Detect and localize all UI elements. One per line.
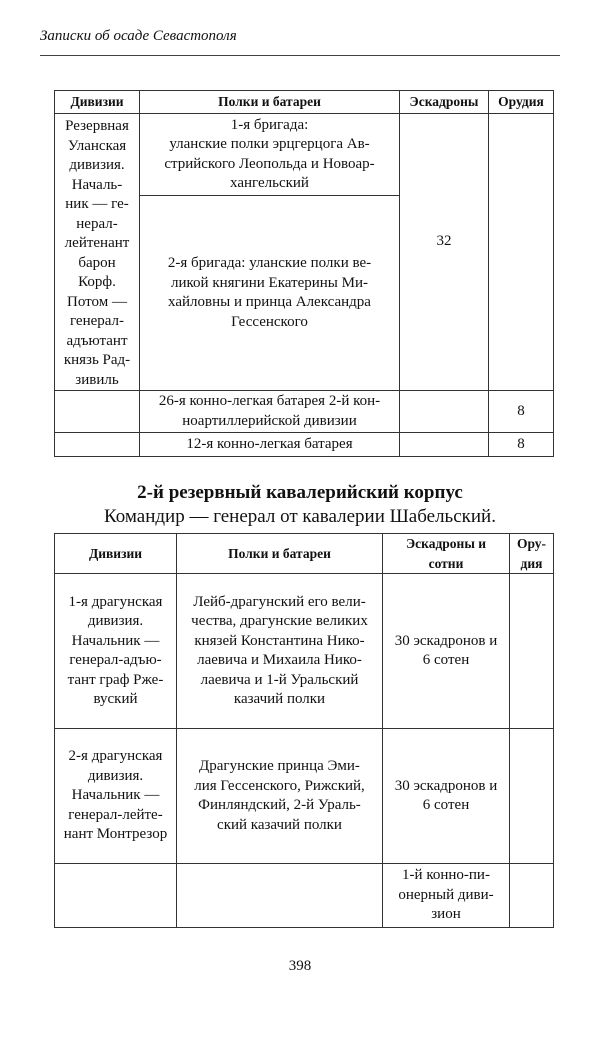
battery-26-guns: 8 xyxy=(489,391,554,433)
division-cell xyxy=(55,574,177,729)
division-line: барон xyxy=(78,254,116,271)
page-number: 398 xyxy=(288,958,312,974)
empty-cell xyxy=(55,391,140,433)
division-cell xyxy=(55,114,140,391)
division-line: Уланская xyxy=(67,137,127,154)
text-line: лия Гессенского, Рижский, xyxy=(194,777,365,794)
division-line: адъютант xyxy=(66,332,128,349)
text-line: хангельский xyxy=(230,175,309,192)
text-line: уланские полки эрцгерцога Ав- xyxy=(169,136,370,153)
text-line: Начальник — xyxy=(71,787,160,804)
text-line: лаевича и Михаила Нико- xyxy=(197,652,362,668)
text-line: чества, драгунские великих xyxy=(191,613,368,629)
text-line: зион xyxy=(431,906,461,923)
table-row xyxy=(55,391,554,433)
text-line: онерный диви- xyxy=(398,886,494,903)
division-line: генерал- xyxy=(69,313,125,329)
text-line: нант Монтрезор xyxy=(63,826,168,843)
text-line: Финляндский, 2-й Ураль- xyxy=(198,797,361,813)
squadrons-cell xyxy=(383,574,510,729)
text-line: Гессенского xyxy=(231,313,308,330)
guns-cell xyxy=(510,729,554,864)
header-line: Эскадроны и xyxy=(405,536,487,551)
text-line: 1-я драгунская xyxy=(68,593,163,610)
table-row xyxy=(55,433,554,457)
text-line: 30 эскадронов и xyxy=(394,632,498,649)
table-row xyxy=(55,729,554,864)
table-header-row xyxy=(55,534,554,574)
battery-12-cell: 12-я конно-легкая батарея xyxy=(140,433,400,457)
squadrons-cell xyxy=(383,729,510,864)
text-line: дивизия. xyxy=(87,767,144,784)
division-line: Началь- xyxy=(71,176,123,193)
header-divisions: Дивизии xyxy=(55,91,140,114)
text-line: 2-я драгунская xyxy=(68,748,163,765)
division-line: Потом — xyxy=(67,293,127,310)
text-line: Драгунские принца Эми- xyxy=(199,758,360,774)
empty-cell xyxy=(400,391,489,433)
division-line: нерал- xyxy=(76,215,118,232)
guns-cell xyxy=(510,574,554,729)
division-line: Резервная xyxy=(65,118,129,134)
table-row xyxy=(55,864,554,928)
text-line: князей Константина Нико- xyxy=(194,632,365,649)
text-line: 2-я бригада: уланские полки ве- xyxy=(167,255,372,272)
header-line: сотни xyxy=(428,555,464,571)
header-line: дия xyxy=(520,555,543,571)
empty-cell xyxy=(55,864,177,928)
text-line: лаевича и 1-й Уральский xyxy=(200,671,359,688)
text-line: 1-й конно-пи- xyxy=(402,867,490,884)
division-cell xyxy=(55,729,177,864)
text-line: 30 эскадронов и xyxy=(394,777,498,794)
text-line: дивизия. xyxy=(87,613,144,629)
text-line: стрийского Леопольда и Новоар- xyxy=(164,155,375,172)
text-line: вуский xyxy=(93,691,138,707)
text-line: Лейб-драгунский его вели- xyxy=(193,593,366,610)
guns-cell xyxy=(510,864,554,928)
text-line: Начальник — xyxy=(71,632,160,649)
header-squadrons xyxy=(383,534,510,574)
battery-12-guns: 8 xyxy=(489,433,554,457)
section-subheading: Командир — генерал от кавалерии Шабельский. xyxy=(104,506,496,527)
header-regiments: Полки и батареи xyxy=(177,534,383,574)
table-row xyxy=(55,114,554,196)
section-heading: 2-й резервный кавалерийский корпус xyxy=(137,482,463,503)
cavalry-table-1 xyxy=(54,90,554,457)
header-guns: Орудия xyxy=(489,91,554,114)
brigade-2-cell xyxy=(140,196,400,391)
division-line: лейтенант xyxy=(64,235,130,251)
text-line: ликой княгини Екатерины Ми- xyxy=(171,274,368,291)
cavalry-table-2 xyxy=(54,533,554,928)
text-line: 6 сотен xyxy=(422,797,470,813)
text-line: ский казачий полки xyxy=(217,816,342,833)
table-row xyxy=(55,574,554,729)
division-line: Корф. xyxy=(78,274,116,290)
text-line: хайловны и принца Александра xyxy=(168,294,371,311)
text-line: 26-я конно-легкая батарея 2-й кон- xyxy=(158,393,381,409)
regiments-cell xyxy=(177,729,383,864)
division-line: зивиль xyxy=(75,371,119,388)
battery-26-cell xyxy=(140,391,400,433)
header-divisions: Дивизии xyxy=(55,534,177,574)
header-regiments: Полки и батареи xyxy=(140,91,400,114)
brigade-1-cell xyxy=(140,114,400,196)
text-line: генерал-адъю- xyxy=(69,652,162,668)
squadrons-cell xyxy=(400,114,489,391)
empty-cell xyxy=(177,864,383,928)
header-squadrons: Эскадроны xyxy=(400,91,489,114)
regiments-cell xyxy=(177,574,383,729)
text-line: 6 сотен xyxy=(422,652,470,668)
running-head: Записки об осаде Севастополя xyxy=(40,28,560,56)
text-line: казачий полки xyxy=(233,691,326,707)
division-line: ник — ге- xyxy=(65,196,129,212)
text-line: 1-я бригада: xyxy=(230,116,309,133)
header-guns xyxy=(510,534,554,574)
guns-cell xyxy=(489,114,554,391)
division-line: дивизия. xyxy=(69,157,125,173)
header-line: Ору- xyxy=(516,536,547,551)
empty-cell xyxy=(55,433,140,457)
table-header-row xyxy=(55,91,554,114)
squadrons-cell xyxy=(383,864,510,928)
text-line: ноартиллерийской дивизии xyxy=(182,412,357,429)
text-line: генерал-лейте- xyxy=(68,806,163,823)
empty-cell xyxy=(400,433,489,457)
division-line: князь Рад- xyxy=(63,352,131,368)
text-line: тант граф Рже- xyxy=(67,671,164,688)
squadrons-value: 32 xyxy=(436,233,452,249)
